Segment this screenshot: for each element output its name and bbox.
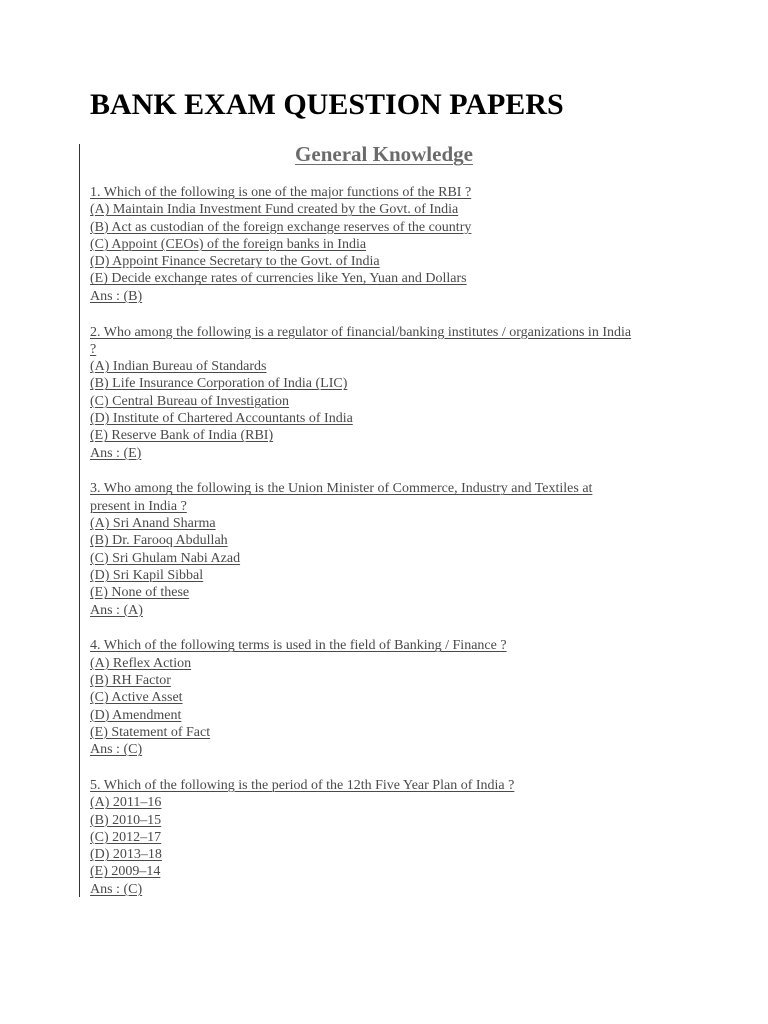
answer-key-text: Ans : (A) [90, 602, 143, 618]
answer-option-text: (B) Act as custodian of the foreign exchange reserves of the country [90, 219, 472, 235]
question-text-text: 1. Which of the following is one of the major functions of the RBI ? [90, 185, 472, 200]
question-text-text: ? [90, 341, 97, 357]
answer-option-text: (B) 2010–15 [90, 812, 162, 828]
answer-option-text: (B) RH Factor [90, 672, 171, 688]
answer-option-text: (D) Amendment [90, 707, 182, 723]
section-heading: General Knowledge [295, 142, 473, 166]
answer-option-text: (C) Appoint (CEOs) of the foreign banks in India [90, 236, 367, 252]
answer-option-text: (B) Life Insurance Corporation of India (LIC) [90, 376, 348, 392]
question-block [90, 324, 690, 462]
answer-key[interactable] [90, 881, 690, 898]
answer-option-text: (E) Reserve Bank of India (RBI) [90, 428, 274, 444]
answer-key-text: Ans : (E) [90, 445, 142, 461]
answer-option[interactable] [90, 219, 690, 236]
question-text[interactable] [90, 498, 690, 515]
answer-option[interactable] [90, 358, 690, 375]
answer-option-text: (A) Sri Anand Sharma [90, 516, 216, 532]
answer-option[interactable] [90, 794, 690, 811]
question-list [90, 184, 690, 916]
answer-option[interactable] [90, 655, 690, 672]
answer-option[interactable] [90, 253, 690, 270]
question-text-text: 3. Who among the following is the Union Minister of Commerce, Industry and Textiles at [90, 481, 593, 497]
question-block [90, 184, 690, 305]
left-margin-rule [79, 144, 80, 897]
answer-option[interactable] [90, 567, 690, 584]
answer-option-text: (A) Indian Bureau of Standards [90, 359, 267, 375]
answer-option[interactable] [90, 201, 690, 218]
answer-option[interactable] [90, 689, 690, 706]
answer-key-text: Ans : (C) [90, 742, 143, 758]
answer-option[interactable] [90, 270, 690, 287]
answer-key[interactable] [90, 288, 690, 305]
answer-option[interactable] [90, 584, 690, 601]
answer-option[interactable] [90, 707, 690, 724]
answer-option-text: (C) 2012–17 [90, 829, 162, 845]
answer-option-text: (C) Sri Ghulam Nabi Azad [90, 550, 241, 566]
answer-option-text: (C) Central Bureau of Investigation [90, 393, 290, 409]
answer-key-text: Ans : (C) [90, 881, 143, 897]
answer-option[interactable] [90, 236, 690, 253]
answer-key-text: Ans : (B) [90, 288, 143, 304]
answer-option[interactable] [90, 393, 690, 410]
answer-option-text: (E) 2009–14 [90, 864, 161, 880]
answer-option-text: (D) Appoint Finance Secretary to the Govt. of India [90, 254, 380, 270]
answer-option-text: (C) Active Asset [90, 690, 183, 706]
answer-option-text: (D) 2013–18 [90, 847, 162, 863]
answer-option[interactable] [90, 724, 690, 741]
answer-option[interactable] [90, 812, 690, 829]
answer-option[interactable] [90, 427, 690, 444]
answer-option[interactable] [90, 829, 690, 846]
answer-option-text: (A) Reflex Action [90, 655, 192, 671]
answer-key[interactable] [90, 445, 690, 462]
answer-option[interactable] [90, 550, 690, 567]
question-text[interactable] [90, 777, 690, 794]
question-text[interactable] [90, 324, 690, 341]
answer-option[interactable] [90, 375, 690, 392]
answer-option-text: (E) None of these [90, 585, 190, 601]
answer-option-text: (D) Institute of Chartered Accountants of India [90, 411, 353, 427]
question-block [90, 637, 690, 758]
answer-option-text: (E) Statement of Fact [90, 724, 211, 740]
answer-option[interactable] [90, 532, 690, 549]
answer-key[interactable] [90, 602, 690, 619]
answer-option-text: (A) 2011–16 [90, 795, 162, 811]
question-text[interactable] [90, 637, 690, 654]
question-text-text: 5. Which of the following is the period of the 12th Five Year Plan of India ? [90, 777, 515, 793]
question-text-text: present in India ? [90, 498, 187, 514]
question-block [90, 480, 690, 618]
answer-option-text: (B) Dr. Farooq Abdullah [90, 533, 228, 549]
answer-option[interactable] [90, 863, 690, 880]
answer-key[interactable] [90, 741, 690, 758]
answer-option-text: (A) Maintain India Investment Fund created by the Govt. of India [90, 202, 459, 218]
question-text[interactable] [90, 184, 690, 201]
question-text-text: 2. Who among the following is a regulator of financial/banking institutes / organizations in India [90, 324, 632, 340]
question-block [90, 777, 690, 898]
answer-option[interactable] [90, 846, 690, 863]
answer-option[interactable] [90, 672, 690, 689]
answer-option[interactable] [90, 410, 690, 427]
question-text[interactable] [90, 480, 690, 497]
answer-option-text: (D) Sri Kapil Sibbal [90, 567, 204, 583]
answer-option[interactable] [90, 515, 690, 532]
question-text-text: 4. Which of the following terms is used in the field of Banking / Finance ? [90, 638, 507, 654]
answer-option-text: (E) Decide exchange rates of currencies like Yen, Yuan and Dollars [90, 271, 467, 287]
question-text[interactable] [90, 341, 690, 358]
page-title: BANK EXAM QUESTION PAPERS [90, 88, 564, 121]
